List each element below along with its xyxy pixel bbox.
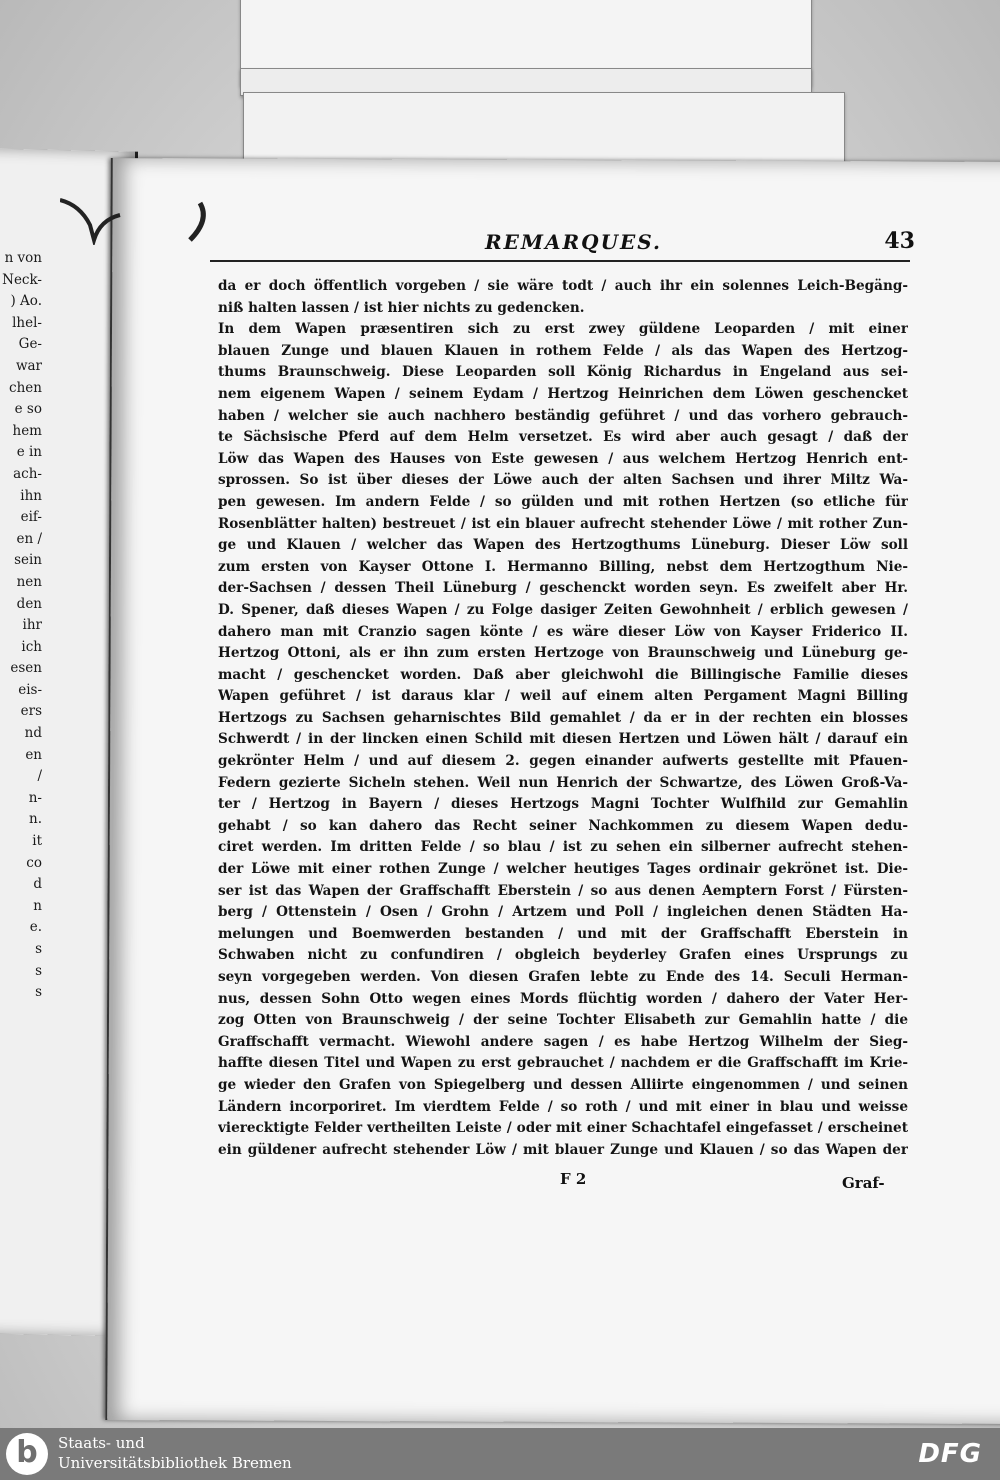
text-line: Schwaben nicht zu confundiren / obgleich beyderley Grafen eines Ursprungs zu (218, 947, 908, 964)
left-page-line-fragment: ich (21, 638, 42, 655)
institution-name-line1: Staats- und (58, 1434, 145, 1452)
text-line: In dem Wapen præsentiren sich zu erst zwey güldene Leoparden / mit einer (218, 321, 908, 338)
left-page-line-fragment: en / (16, 530, 42, 547)
left-page-line-fragment: esen (10, 660, 42, 677)
text-line: zum ersten von Kayser Ottone I. Hermanno Billing, nebst dem Hertzogthum Nie- (218, 558, 908, 575)
library-logo-icon[interactable]: b (6, 1433, 48, 1475)
text-line: Graffschafft vermacht. Wiewohl andere sagen / es habe Hertzog Wilhelm der Sieg- (218, 1033, 908, 1050)
left-page-line-fragment: co (26, 854, 42, 871)
text-line: zog Otten von Braunschweig / der seine Tochter Elisabeth zur Gemahlin hatte / die (218, 1012, 908, 1029)
text-line: Federn gezierte Sicheln stehen. Weil nun Henrich der Schwartze, des Löwen Groß-Va- (218, 774, 908, 791)
text-line: Rosenblätter halten) bestreuet / ist ein blauer aufrecht stehender Löwe / mit rother Zun- (218, 515, 908, 532)
catchword: Graf- (842, 1174, 885, 1192)
text-line: gehabt / so kan dahero das Recht seiner Nachkommen zu diesem Wapen dedu- (218, 817, 908, 834)
left-page-line-fragment: lhel- (12, 314, 42, 331)
text-line: nus, dessen Sohn Otto wegen eines Mords flüchtig worden / dahero der Vater Her- (218, 990, 908, 1007)
left-page-line-fragment: nen (16, 573, 42, 590)
text-line: Hertzogs zu Sachsen geharnischtes Bild gemahlet / da er in der rechten ein blosses (218, 709, 908, 726)
left-page-line-fragment: den (16, 595, 42, 612)
text-line: Schwerdt / in der lincken einen Schild mit diesen Hertzen und Löwen hält / darauf ein (218, 731, 908, 748)
left-page-line-fragment: en (25, 746, 42, 763)
left-page-text-fragments (0, 248, 42, 1004)
left-page-line-fragment: ihn (20, 487, 42, 504)
left-page-line-fragment: n (33, 897, 42, 914)
left-page-line-fragment: it (32, 833, 42, 850)
text-line: Hertzog Ottoni, als er ihn zum ersten Hertzoge von Braunschweig und Lüneburg ge- (218, 645, 908, 662)
running-head: REMARQUES. (485, 230, 662, 254)
text-line: thums Braunschweig. Diese Leoparden soll König Richardus in Engeland aus sei- (218, 364, 908, 381)
text-line: gekrönter Helm / und auf diesem 2. gegen einander aufwerts gestellte mit Pfauen- (218, 753, 908, 770)
left-page-line-fragment: hem (12, 422, 42, 439)
left-page-line-fragment: ach- (13, 465, 42, 482)
left-page-line-fragment: s (35, 984, 42, 1001)
text-line: sprossen. So ist über dieses der Löwe auch der alten Sachsen und ihrer Miltz Wa- (218, 472, 908, 489)
left-page-line-fragment: e so (14, 401, 42, 418)
text-line: berg / Ottenstein / Osen / Grohn / Artzem und Poll / ingleichen denen Städten Ha- (218, 904, 908, 921)
text-line: haffte diesen Titel und Wapen zu erst gebrauchet / nachdem er die Graffschafft im Krie- (218, 1055, 908, 1072)
loose-sheet-lower (243, 92, 845, 164)
left-page-line-fragment: Neck- (2, 271, 42, 288)
left-page-line-fragment: Ge- (18, 336, 42, 353)
text-line: vierecktigte Felder vertheilten Leiste / oder mit einer Schachtafel eingefasset / erscheinet (218, 1120, 908, 1137)
body-text (218, 276, 908, 1161)
left-page-line-fragment: eif- (20, 509, 42, 526)
text-line: ge und Klauen / welcher das Wapen des Hertzogthums Lüneburg. Dieser Löw soll (218, 537, 908, 554)
text-line: blauen Zunge und blauen Klauen in rothem Felde / als das Wapen des Hertzog- (218, 342, 908, 359)
page-header (210, 228, 915, 262)
text-line: melungen und Boemwerden bestanden / und mit der Graffschafft Eberstein in (218, 925, 908, 942)
text-line: haben / welcher sie auch nachhero beständig geführet / und das vorhero gebrauch- (218, 407, 908, 424)
text-line: te Sächsische Pferd auf dem Helm versetzet. Es wird aber auch gesagt / daß der (218, 429, 908, 446)
text-line: D. Spener, daß dieses Wapen / zu Folge dasiger Zeiten Gewohnheit / erblich gewesen / (218, 601, 908, 618)
left-page-line-fragment: chen (9, 379, 42, 396)
institution-name-line2: Universitätsbibliothek Bremen (58, 1454, 292, 1472)
text-line: ge wieder den Grafen von Spiegelberg und dessen Alliirte eingenommen / und seinen (218, 1076, 908, 1093)
left-page-line-fragment: s (35, 962, 42, 979)
left-page-line-fragment: ihr (22, 617, 42, 634)
text-line: niß halten lassen / ist hier nichts zu gedencken. (218, 299, 585, 316)
left-page-line-fragment: s (35, 941, 42, 957)
text-line: ser ist das Wapen der Graffschafft Eberstein / so aus denen Aemptern Forst / Fürsten- (218, 882, 908, 899)
left-page-line-fragment: n von (4, 250, 42, 266)
left-page-line-fragment: war (15, 357, 42, 374)
left-page-line-fragment: / (37, 768, 42, 785)
text-line: der-Sachsen / dessen Theil Lüneburg / geschenckt worden seyn. Es zweifelt aber Hr. (218, 580, 908, 597)
text-line: pen gewesen. Im andern Felde / so gülden und mit rothen Hertzen (so etliche für (218, 493, 908, 510)
text-line: dahero man mit Cranzio sagen könte / es wäre dieser Löw von Kayser Friderico II. (218, 623, 908, 640)
left-page-line-fragment: e. (29, 919, 42, 936)
text-line: Löw das Wapen des Hauses von Este gewesen / aus welchem Hertzog Henrich ent- (218, 450, 908, 467)
dfg-logo[interactable]: DFG (918, 1439, 982, 1469)
left-page-line-fragment: d (33, 876, 42, 893)
signature-mark: F 2 (560, 1170, 587, 1188)
left-page-line-fragment: n- (28, 789, 42, 806)
left-page-line-fragment: e in (16, 444, 42, 461)
left-page-line-fragment: nd (24, 725, 42, 742)
text-line: seyn vorgegeben werden. Von diesen Grafen lebte zu Ende des 14. Seculi Herman- (218, 969, 908, 985)
binding-thread-mark (60, 195, 230, 245)
text-line: ein güldener aufrecht stehender Löw / mit blauer Zunge und Klauen / so das Wapen der (218, 1141, 908, 1158)
text-line: ter / Hertzog in Bayern / dieses Hertzogs Magni Tochter Wulfhild zur Gemahlin (218, 796, 908, 813)
left-page-line-fragment: sein (14, 552, 42, 569)
left-page-line-fragment: ) Ao. (10, 293, 42, 310)
left-page-line-fragment: n. (29, 811, 42, 828)
text-line: ciret werden. Im dritten Felde / so blau / ist zu sehen ein silberner aufrecht stehen- (218, 839, 908, 856)
footer-bar (0, 1428, 1000, 1480)
page-number: 43 (884, 228, 915, 254)
text-line: der Löwe mit einer rothen Zunge / welcher heutiges Tages ordinair gekrönet ist. Die- (218, 861, 908, 878)
text-line: Wapen geführet / ist daraus klar / weil auf einem alten Pergament Magni Billing (218, 688, 908, 705)
text-line: Ländern incorporiret. Im vierdtem Felde / so roth / und mit einer in blau und weisse (218, 1098, 908, 1115)
text-line: nem eigenem Wapen / seinem Eydam / Hertzog Heinrichen dem Löwen geschencket (218, 385, 908, 402)
left-page-line-fragment: ers (20, 703, 42, 720)
text-line: macht / geschencket worden. Daß aber gleichwohl die Billingische Familie dieses (218, 666, 908, 683)
left-page-line-fragment: eis- (18, 681, 42, 698)
text-line: da er doch öffentlich vorgeben / sie wäre todt / auch ihr ein solennes Leich-Begäng- (218, 278, 908, 294)
